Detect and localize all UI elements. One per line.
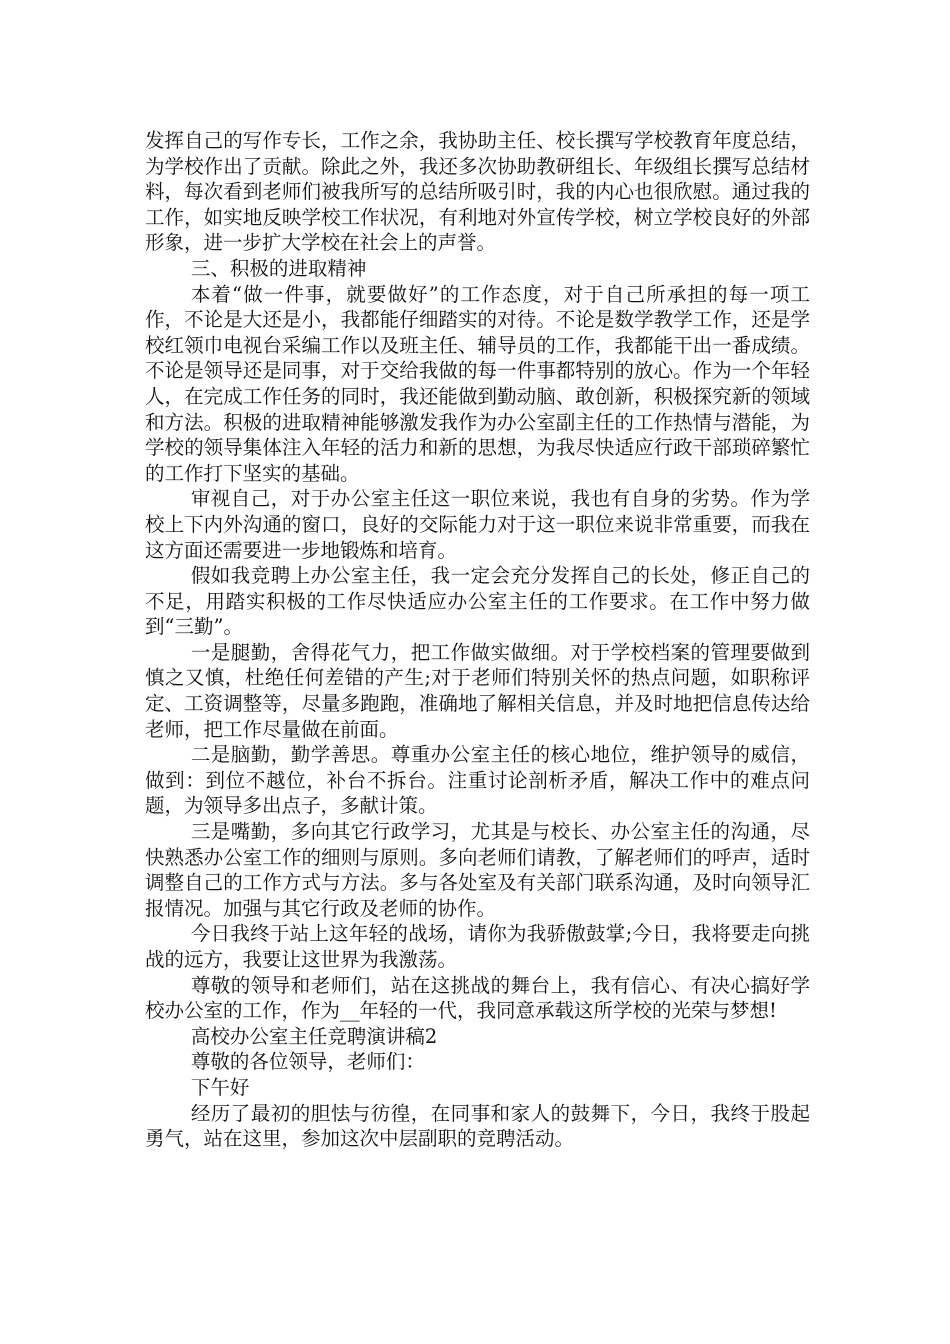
speech-salutation: 尊敬的各位领导，老师们： xyxy=(190,1050,425,1074)
paragraph-leg-diligence: 一是腿勤，舍得花气力，把工作做实做细。对于学校档案的管理要做到慎之又慎，杜绝任何差错的产生;对于老师们特别关怀的热点问题，如职称评定、工资调整等，尽量多跑跑，准确地了解相关信息，并及时地把信息传达给老师，把工作尽量做在前面。 xyxy=(145,640,810,741)
paragraph-speech-opening: 经历了最初的胆怯与彷徨，在同事和家人的鼓舞下，今日，我终于股起勇气，站在这里，参加这次中层副职的竞聘活动。 xyxy=(145,1101,810,1151)
paragraph-closing: 尊敬的领导和老师们，站在这挑战的舞台上，我有信心、有决心搞好学校办公室的工作，作为__年轻的一代，我同意承载这所学校的光荣与梦想! xyxy=(145,973,810,1023)
paragraph-mind-diligence: 二是脑勤，勤学善思。尊重办公室主任的核心地位，维护领导的威信，做到：到位不越位，补台不拆台。注重讨论剖析矛盾，解决工作中的难点问题，为领导多出点子，多献计策。 xyxy=(145,743,810,818)
paragraph-continuation: 发挥自己的写作专长，工作之余，我协助主任、校长撰写学校教育年度总结，为学校作出了贡献。除此之外，我还多次协助教研组长、年级组长撰写总结材料，每次看到老师们被我所写的总结所吸引时，我的内心也很欣慰。通过我的工作，如实地反映学校工作状况，有利地对外宣传学校，树立学校良好的外部形象，进一步扩大学校在社会上的声誉。 xyxy=(145,129,810,255)
paragraph-work-attitude: 本着“做一件事，就要做好”的工作态度，对于自己所承担的每一项工作，不论是大还是小，我都能仔细踏实的对待。不论是数学教学工作，还是学校红领巾电视台采编工作以及班主任、辅导员的工作，我都能干出一番成绩。不论是领导还是同事，对于交给我做的每一件事都特别的放心。作为一个年轻人，在完成工作任务的同时，我还能做到勤动脑、敢创新，积极探究新的领域和方法。积极的进取精神能够激发我作为办公室副主任的工作热情与潜能，为学校的领导集体注入年轻的活力和新的思想，为我尽快适应行政干部琐碎繁忙的工作打下坚实的基础。 xyxy=(145,282,810,485)
speech-title: 高校办公室主任竞聘演讲稿2 xyxy=(190,1024,438,1048)
section-heading-progressive-spirit: 三、积极的进取精神 xyxy=(190,256,367,280)
paragraph-battlefield: 今日我终于站上这年轻的战场，请你为我骄傲鼓掌;今日，我将要走向挑战的远方，我要让这世界为我激荡。 xyxy=(145,922,810,971)
paragraph-three-diligences: 假如我竞聘上办公室主任，我一定会充分发挥自己的长处，修正自己的不足，用踏实积极的工作尽快适应办公室主任的工作要求。在工作中努力做到“三勤”。 xyxy=(145,564,810,639)
paragraph-self-review: 审视自己，对于办公室主任这一职位来说，我也有自身的劣势。作为学校上下内外沟通的窗口，良好的交际能力对于这一职位来说非常重要，而我在这方面还需要进一步地锻炼和培育。 xyxy=(145,487,810,562)
document-body xyxy=(145,128,810,1152)
paragraph-mouth-diligence: 三是嘴勤，多向其它行政学习，尤其是与校长、办公室主任的沟通，尽快熟悉办公室工作的细则与原则。多向老师们请教，了解老师们的呼声，适时调整自己的工作方式与方法。多与各处室及有关部门联系沟通，及时向领导汇报情况。加强与其它行政及老师的协作。 xyxy=(145,820,810,920)
speech-greeting: 下午好 xyxy=(190,1075,250,1099)
